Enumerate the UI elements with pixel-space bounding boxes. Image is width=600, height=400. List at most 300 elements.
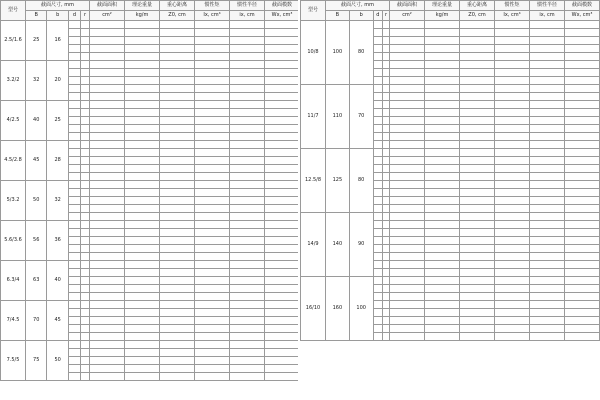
left-cell-value	[68, 165, 80, 173]
right-cell-value	[425, 213, 460, 221]
right-cell-value	[425, 93, 460, 101]
left-cell-value	[90, 109, 125, 117]
right-cell-value	[425, 45, 460, 53]
left-cell-value	[68, 277, 80, 285]
left-table-body	[1, 21, 300, 381]
left-cell-value	[195, 157, 230, 165]
left-cell-value	[90, 61, 125, 69]
right-cell-value	[383, 149, 390, 157]
right-cell-value	[460, 237, 495, 245]
left-cell-b: 32	[47, 181, 68, 221]
right-cell-value	[530, 285, 565, 293]
right-cell-value	[390, 293, 425, 301]
right-cell-value	[565, 173, 600, 181]
right-cell-value	[390, 325, 425, 333]
right-cell-value	[425, 29, 460, 37]
left-cell-value	[195, 333, 230, 341]
right-cell-value	[373, 149, 382, 157]
left-cell-value	[195, 61, 230, 69]
left-cell-model: 4/2.5	[1, 101, 26, 141]
left-cell-value	[125, 213, 160, 221]
left-cell-value	[230, 261, 265, 269]
left-cell-B: 45	[26, 141, 47, 181]
right-cell-value	[495, 301, 530, 309]
right-cell-model: 14/9	[301, 213, 326, 277]
right-cell-value	[390, 69, 425, 77]
right-table-row	[301, 213, 600, 221]
right-cell-value	[460, 269, 495, 277]
left-cell-value	[90, 325, 125, 333]
left-cell-value	[160, 229, 195, 237]
left-cell-value	[90, 293, 125, 301]
right-cell-B: 140	[326, 213, 350, 277]
left-cell-value	[81, 85, 90, 93]
right-sub-inertia: Ix, cm⁴	[495, 11, 530, 21]
right-cell-value	[390, 277, 425, 285]
right-cell-value	[495, 53, 530, 61]
left-cell-value	[195, 373, 230, 381]
right-cell-value	[425, 53, 460, 61]
left-cell-value	[265, 141, 300, 149]
left-cell-value	[230, 77, 265, 85]
left-cell-value	[265, 357, 300, 365]
left-cell-value	[90, 101, 125, 109]
left-cell-value	[230, 237, 265, 245]
right-cell-value	[565, 77, 600, 85]
right-cell-value	[460, 69, 495, 77]
right-cell-value	[373, 221, 382, 229]
left-cell-value	[230, 325, 265, 333]
left-cell-value	[125, 157, 160, 165]
right-cell-value	[460, 29, 495, 37]
left-cell-b: 25	[47, 101, 68, 141]
left-sub-b: b	[47, 11, 68, 21]
left-cell-value	[230, 301, 265, 309]
left-cell-value	[81, 181, 90, 189]
right-cell-value	[495, 173, 530, 181]
right-cell-value	[425, 109, 460, 117]
left-cell-value	[125, 277, 160, 285]
right-cell-value	[390, 29, 425, 37]
left-cell-value	[68, 221, 80, 229]
right-cell-model: 16/10	[301, 277, 326, 341]
right-cell-value	[565, 277, 600, 285]
right-cell-model: 12.5/8	[301, 149, 326, 213]
right-cell-value	[383, 277, 390, 285]
right-cell-value	[425, 221, 460, 229]
right-cell-value	[565, 117, 600, 125]
left-cell-value	[230, 349, 265, 357]
left-cell-value	[125, 269, 160, 277]
left-cell-value	[195, 173, 230, 181]
left-cell-value	[265, 365, 300, 373]
left-cell-value	[125, 317, 160, 325]
left-cell-value	[265, 45, 300, 53]
right-cell-value	[565, 261, 600, 269]
right-cell-value	[495, 181, 530, 189]
right-cell-value	[383, 101, 390, 109]
left-cell-value	[230, 245, 265, 253]
left-cell-value	[90, 53, 125, 61]
left-cell-value	[195, 189, 230, 197]
left-cell-value	[195, 269, 230, 277]
left-cell-B: 56	[26, 221, 47, 261]
right-cell-value	[373, 213, 382, 221]
left-cell-value	[68, 341, 80, 349]
left-cell-model: 5.6/3.6	[1, 221, 26, 261]
left-cell-value	[230, 365, 265, 373]
left-cell-b: 40	[47, 261, 68, 301]
left-header-dims: 截面尺寸, mm	[26, 1, 90, 11]
left-cell-value	[90, 133, 125, 141]
right-cell-value	[425, 285, 460, 293]
left-cell-value	[230, 157, 265, 165]
right-cell-value	[390, 205, 425, 213]
right-cell-value	[373, 285, 382, 293]
right-table	[300, 0, 600, 341]
right-cell-value	[383, 253, 390, 261]
right-cell-value	[460, 309, 495, 317]
left-cell-value	[81, 165, 90, 173]
left-cell-value	[125, 45, 160, 53]
left-cell-value	[125, 125, 160, 133]
right-cell-value	[530, 221, 565, 229]
right-cell-value	[373, 109, 382, 117]
right-header-inertia: 惯性矩	[495, 1, 530, 11]
right-cell-value	[530, 205, 565, 213]
left-cell-value	[125, 93, 160, 101]
left-cell-value	[81, 53, 90, 61]
left-cell-value	[125, 373, 160, 381]
left-cell-value	[230, 229, 265, 237]
right-cell-value	[460, 125, 495, 133]
left-cell-b: 16	[47, 21, 68, 61]
right-cell-b: 100	[349, 277, 373, 341]
left-cell-value	[195, 117, 230, 125]
right-sub-r: r	[383, 11, 390, 21]
left-cell-value	[195, 37, 230, 45]
right-cell-value	[390, 157, 425, 165]
right-table-row	[301, 149, 600, 157]
right-cell-value	[460, 173, 495, 181]
left-cell-value	[68, 173, 80, 181]
left-cell-value	[125, 325, 160, 333]
right-cell-value	[425, 133, 460, 141]
right-cell-value	[383, 325, 390, 333]
right-cell-value	[425, 141, 460, 149]
left-cell-value	[90, 29, 125, 37]
left-cell-value	[195, 253, 230, 261]
right-cell-value	[383, 293, 390, 301]
right-cell-value	[373, 141, 382, 149]
left-cell-value	[195, 213, 230, 221]
left-cell-value	[90, 277, 125, 285]
left-cell-value	[68, 261, 80, 269]
right-cell-value	[495, 165, 530, 173]
right-cell-value	[530, 149, 565, 157]
left-cell-value	[160, 189, 195, 197]
left-cell-value	[230, 173, 265, 181]
left-cell-value	[265, 117, 300, 125]
right-cell-value	[565, 213, 600, 221]
right-cell-value	[565, 165, 600, 173]
right-cell-value	[530, 309, 565, 317]
right-cell-value	[390, 253, 425, 261]
right-cell-value	[565, 85, 600, 93]
right-cell-b: 70	[349, 85, 373, 149]
left-cell-value	[160, 245, 195, 253]
right-cell-value	[425, 173, 460, 181]
right-cell-value	[390, 285, 425, 293]
right-cell-value	[565, 45, 600, 53]
right-cell-value	[373, 29, 382, 37]
left-cell-value	[90, 261, 125, 269]
left-cell-value	[81, 189, 90, 197]
right-cell-value	[530, 333, 565, 341]
right-cell-value	[373, 253, 382, 261]
right-cell-value	[460, 229, 495, 237]
left-table-row	[1, 341, 300, 349]
right-cell-value	[565, 149, 600, 157]
right-cell-value	[390, 301, 425, 309]
left-table	[0, 0, 300, 381]
left-cell-value	[81, 77, 90, 85]
left-cell-value	[90, 229, 125, 237]
right-cell-value	[565, 21, 600, 29]
left-cell-value	[195, 125, 230, 133]
left-cell-value	[265, 189, 300, 197]
left-cell-value	[125, 181, 160, 189]
left-cell-value	[195, 69, 230, 77]
left-cell-value	[81, 309, 90, 317]
left-cell-value	[81, 149, 90, 157]
left-cell-value	[68, 229, 80, 237]
right-table-row	[301, 21, 600, 29]
left-cell-value	[90, 285, 125, 293]
left-cell-value	[90, 333, 125, 341]
right-sub-centroid: Z0, cm	[460, 11, 495, 21]
left-cell-value	[125, 285, 160, 293]
left-cell-value	[160, 341, 195, 349]
left-cell-value	[230, 133, 265, 141]
left-cell-value	[230, 93, 265, 101]
right-cell-value	[495, 261, 530, 269]
right-cell-value	[565, 197, 600, 205]
left-cell-value	[265, 221, 300, 229]
right-cell-value	[530, 53, 565, 61]
left-cell-model: 4.5/2.8	[1, 141, 26, 181]
right-cell-b: 80	[349, 21, 373, 85]
right-cell-value	[460, 293, 495, 301]
left-cell-value	[68, 197, 80, 205]
left-cell-value	[230, 253, 265, 261]
right-cell-value	[373, 309, 382, 317]
left-cell-value	[81, 221, 90, 229]
right-cell-value	[565, 29, 600, 37]
left-cell-value	[68, 85, 80, 93]
left-cell-value	[265, 301, 300, 309]
right-cell-value	[373, 45, 382, 53]
right-cell-value	[373, 181, 382, 189]
right-cell-value	[530, 125, 565, 133]
right-cell-value	[425, 77, 460, 85]
left-cell-value	[68, 133, 80, 141]
right-cell-value	[390, 197, 425, 205]
right-cell-value	[495, 85, 530, 93]
left-cell-value	[90, 253, 125, 261]
left-cell-value	[90, 93, 125, 101]
right-cell-value	[565, 237, 600, 245]
right-cell-value	[383, 21, 390, 29]
right-cell-value	[495, 189, 530, 197]
left-cell-value	[81, 365, 90, 373]
left-cell-value	[68, 373, 80, 381]
left-cell-value	[195, 101, 230, 109]
right-cell-value	[373, 165, 382, 173]
left-cell-value	[230, 309, 265, 317]
right-cell-value	[530, 173, 565, 181]
right-cell-value	[565, 285, 600, 293]
right-cell-value	[383, 181, 390, 189]
right-cell-value	[425, 37, 460, 45]
left-cell-value	[81, 117, 90, 125]
right-cell-value	[390, 221, 425, 229]
left-cell-value	[160, 205, 195, 213]
left-cell-value	[195, 301, 230, 309]
right-cell-B: 110	[326, 85, 350, 149]
right-cell-value	[390, 93, 425, 101]
left-cell-value	[195, 229, 230, 237]
left-cell-B: 63	[26, 261, 47, 301]
left-cell-value	[81, 277, 90, 285]
right-cell-value	[425, 197, 460, 205]
left-cell-value	[265, 245, 300, 253]
right-cell-value	[373, 173, 382, 181]
right-cell-value	[373, 53, 382, 61]
right-cell-value	[530, 229, 565, 237]
left-cell-value	[68, 37, 80, 45]
left-cell-value	[68, 149, 80, 157]
left-cell-value	[195, 221, 230, 229]
right-cell-value	[425, 229, 460, 237]
left-cell-value	[230, 373, 265, 381]
left-cell-value	[68, 357, 80, 365]
right-cell-value	[425, 21, 460, 29]
right-cell-value	[383, 157, 390, 165]
left-cell-value	[125, 197, 160, 205]
right-cell-value	[390, 165, 425, 173]
left-cell-value	[195, 165, 230, 173]
left-cell-b: 45	[47, 301, 68, 341]
left-cell-value	[81, 357, 90, 365]
right-cell-value	[460, 21, 495, 29]
left-cell-value	[265, 133, 300, 141]
left-sub-weight: kg/m	[125, 11, 160, 21]
left-cell-value	[160, 69, 195, 77]
right-cell-value	[565, 125, 600, 133]
right-cell-value	[495, 229, 530, 237]
left-cell-value	[125, 141, 160, 149]
left-cell-value	[195, 309, 230, 317]
left-cell-value	[90, 245, 125, 253]
left-cell-value	[81, 301, 90, 309]
left-cell-value	[68, 213, 80, 221]
right-cell-value	[495, 253, 530, 261]
left-cell-value	[90, 205, 125, 213]
left-cell-value	[68, 293, 80, 301]
right-cell-value	[565, 301, 600, 309]
right-cell-value	[460, 77, 495, 85]
right-cell-value	[390, 229, 425, 237]
left-cell-value	[230, 101, 265, 109]
right-cell-model: 11/7	[301, 85, 326, 149]
right-cell-value	[383, 205, 390, 213]
right-sub-b: b	[349, 11, 373, 21]
right-cell-value	[530, 165, 565, 173]
right-cell-value	[425, 245, 460, 253]
right-cell-value	[565, 37, 600, 45]
right-cell-value	[390, 141, 425, 149]
right-cell-value	[373, 261, 382, 269]
right-cell-value	[565, 157, 600, 165]
right-cell-value	[460, 45, 495, 53]
left-cell-value	[160, 221, 195, 229]
right-cell-value	[530, 197, 565, 205]
right-cell-value	[390, 133, 425, 141]
right-cell-value	[565, 253, 600, 261]
left-cell-model: 5/3.2	[1, 181, 26, 221]
left-cell-model: 7.5/5	[1, 341, 26, 381]
left-cell-value	[125, 61, 160, 69]
right-header-dims: 截面尺寸, mm	[326, 1, 390, 11]
right-cell-value	[373, 117, 382, 125]
left-cell-value	[230, 109, 265, 117]
left-cell-value	[160, 77, 195, 85]
left-cell-value	[68, 253, 80, 261]
right-cell-value	[460, 197, 495, 205]
right-cell-value	[390, 261, 425, 269]
right-cell-value	[495, 61, 530, 69]
left-cell-value	[81, 317, 90, 325]
left-cell-value	[68, 117, 80, 125]
left-cell-value	[265, 293, 300, 301]
left-cell-value	[125, 349, 160, 357]
right-cell-value	[495, 245, 530, 253]
left-cell-value	[230, 85, 265, 93]
right-cell-value	[495, 69, 530, 77]
right-cell-value	[390, 173, 425, 181]
left-cell-value	[160, 85, 195, 93]
right-cell-value	[530, 157, 565, 165]
left-cell-value	[90, 21, 125, 29]
right-cell-value	[530, 21, 565, 29]
right-cell-value	[495, 77, 530, 85]
left-cell-value	[81, 45, 90, 53]
left-cell-value	[125, 229, 160, 237]
left-cell-value	[90, 189, 125, 197]
right-cell-value	[383, 173, 390, 181]
right-cell-value	[530, 293, 565, 301]
left-cell-value	[195, 293, 230, 301]
left-cell-value	[81, 213, 90, 221]
left-cell-value	[265, 53, 300, 61]
left-cell-value	[125, 53, 160, 61]
left-cell-value	[195, 325, 230, 333]
left-cell-value	[125, 357, 160, 365]
left-cell-value	[160, 213, 195, 221]
right-cell-value	[530, 189, 565, 197]
left-cell-value	[195, 317, 230, 325]
